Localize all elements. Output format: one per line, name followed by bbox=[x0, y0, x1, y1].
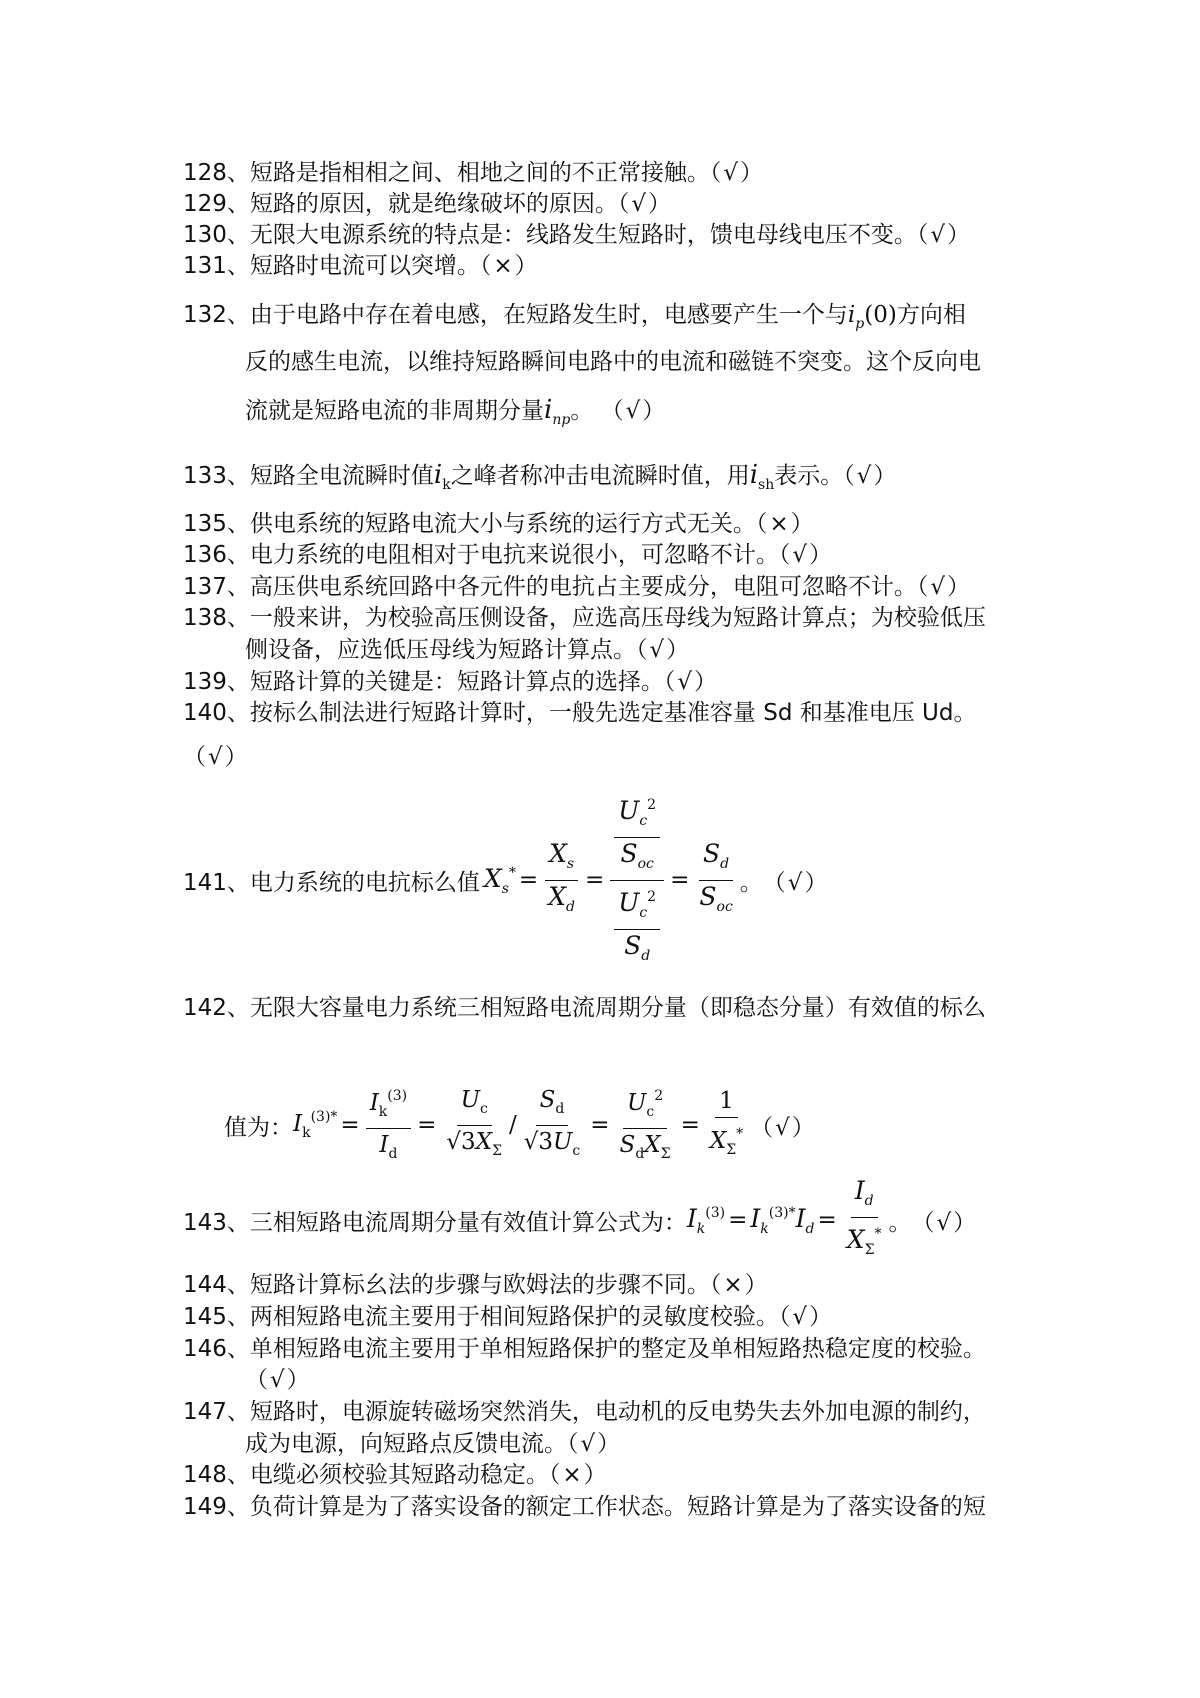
item-148: 148、电缆必须校验其短路动稳定。（×） bbox=[183, 1462, 609, 1488]
answer-mark: （√） bbox=[916, 574, 973, 600]
item-128 bbox=[183, 158, 765, 188]
item-number: 133、 bbox=[183, 463, 250, 489]
item-129 bbox=[183, 189, 673, 219]
item-132-line3: 流就是短路电流的非周期分量$i_{np}$。 （√） bbox=[245, 395, 668, 428]
symbol-inp: $i_{np}$ bbox=[544, 395, 571, 428]
item-146-mark bbox=[245, 1365, 312, 1395]
symbol-ish: $i_{sh}$ bbox=[749, 460, 775, 493]
formula-x-star: $X_s^*$ bbox=[483, 863, 516, 897]
item-144: 144、短路计算标幺法的步骤与欧姆法的步骤不同。（×） bbox=[183, 1272, 770, 1298]
item-147: 147、短路时，电源旋转磁场突然消失，电动机的反电势失去外加电源的制约， bbox=[183, 1399, 986, 1425]
fraction-xs-xd: $\frac{X_s}{X_d}$ bbox=[544, 840, 579, 921]
item-text: 短路的原因，就是绝缘破坏的原因。 bbox=[249, 191, 618, 217]
answer-mark: （√） bbox=[245, 1367, 312, 1393]
item-136: 136、电力系统的电阻相对于电抗来说很小，可忽略不计。（√） bbox=[183, 542, 835, 568]
item-139: 139、短路计算的关键是：短路计算点的选择。（√） bbox=[183, 669, 720, 695]
item-142: 142、无限大容量电力系统三相短路电流周期分量（即稳态分量）有效值的标么 bbox=[183, 995, 986, 1021]
item-number: 128、 bbox=[183, 160, 250, 186]
answer-mark: （×） bbox=[479, 253, 540, 279]
item-text: 无限大电源系统的特点是：线路发生短路时，馈电母线电压不变。 bbox=[249, 222, 917, 248]
symbol-ip: $i_p$ bbox=[847, 302, 865, 332]
item-143: 143、 三相短路电流周期分量有效值计算公式为： $I_k^{(3)}$ = $I_k^{(3)*}I_d$ = $\frac{I_d}{X_\Sigma^*}$ 。 （√） bbox=[183, 1175, 979, 1258]
answer-mark: （√） bbox=[778, 1304, 835, 1330]
symbol-arg: (0) bbox=[864, 302, 897, 328]
item-text: 短路时电流可以突增。 bbox=[249, 253, 480, 279]
item-142-formula: 值为： $I_k^{(3)*}$ = $\frac{I_k^{(3)}}{I_d}$ = $\frac{U_c}{√3X_\Sigma}$ / $\frac{S_d}{√3U_c}$ = $\frac{U_c^2}{S_dX_\Sigma}$ = $\frac{1}{X_\Sigma^*}$ （√） bbox=[224, 1080, 817, 1170]
item-number: 132、 bbox=[183, 302, 250, 328]
item-number: 129、 bbox=[183, 191, 250, 217]
item-149: 149、负荷计算是为了落实设备的额定工作状态。短路计算是为了落实设备的短 bbox=[183, 1494, 986, 1520]
item-140-mark bbox=[183, 742, 250, 772]
answer-mark: （√） bbox=[183, 744, 250, 770]
item-text-cont: 方向相 bbox=[896, 302, 966, 328]
item-text: 由于电路中存在着电感，在短路发生时，电感要产生一个与 bbox=[249, 302, 848, 328]
answer-mark: （√） bbox=[778, 542, 835, 568]
item-137: 137、高压供电系统回路中各元件的电抗占主要成分，电阻可忽略不计。（√） bbox=[183, 574, 973, 600]
item-147-line2: 成为电源，向短路点反馈电流。（√） bbox=[245, 1431, 623, 1457]
item-138-line2: 侧设备，应选低压母线为短路计算点。（√） bbox=[245, 637, 692, 663]
answer-mark: （√） bbox=[567, 1431, 623, 1457]
fraction-uc-ratio: $\frac{\frac{U_c^2}{S_{oc}}}{\frac{U_c^2}{S_d}}$ bbox=[610, 791, 664, 970]
item-133: 133、短路全电流瞬时值$i_k$之峰者称冲击电流瞬时值，用$i_{sh}$表示。（√） bbox=[183, 460, 899, 493]
item-141: 141、 电力系统的电抗标么值 $X_s^*$ = $\frac{X_s}{X_d}$ = $\frac{\frac{U_c^2}{S_{oc}}}{\frac{U_c^2}{S_d}}$ = $\frac{S_d}{S_{oc}}$ 。 （√） bbox=[183, 800, 829, 960]
item-145: 145、两相短路电流主要用于相间短路保护的灵敏度校验。（√） bbox=[183, 1304, 835, 1330]
item-number: 130、 bbox=[183, 222, 250, 248]
item-131 bbox=[183, 251, 540, 281]
item-140: 140、按标么制法进行短路计算时，一般先选定基准容量 Sd 和基准电压 Ud。 bbox=[183, 700, 977, 726]
item-138: 138、一般来讲，为校验高压侧设备，应选高压母线为短路计算点；为校验低压 bbox=[183, 605, 986, 631]
item-130 bbox=[183, 220, 972, 250]
item-135: 135、供电系统的短路电流大小与系统的运行方式无关。（×） bbox=[183, 511, 816, 537]
answer-mark: （√） bbox=[636, 637, 692, 663]
answer-mark: （√） bbox=[663, 669, 720, 695]
answer-mark: （√） bbox=[843, 463, 899, 489]
answer-mark: （√） bbox=[916, 222, 973, 248]
fraction-sd-soc: $\frac{S_d}{S_{oc}}$ bbox=[699, 838, 733, 915]
answer-mark: （√） bbox=[600, 398, 668, 424]
item-text: 短路是指相相之间、相地之间的不正常接触。 bbox=[249, 160, 710, 186]
answer-mark: （×） bbox=[548, 1462, 609, 1488]
answer-mark: （×） bbox=[755, 511, 816, 537]
item-132 bbox=[183, 300, 966, 339]
answer-mark: （√） bbox=[762, 869, 830, 896]
item-number: 131、 bbox=[183, 253, 250, 279]
item-146: 146、单相短路电流主要用于单相短路保护的整定及单相短路热稳定度的校验。 bbox=[183, 1336, 986, 1362]
answer-mark: （√） bbox=[709, 160, 766, 186]
item-132-line2: 反的感生电流，以维持短路瞬间电路中的电流和磁链不突变。这个反向电 bbox=[245, 349, 981, 375]
answer-mark: （√） bbox=[911, 1209, 979, 1236]
answer-mark: （√） bbox=[617, 191, 674, 217]
answer-mark: （×） bbox=[709, 1272, 770, 1298]
item-text: 短路全电流瞬时值 bbox=[249, 463, 434, 489]
symbol-ik: $i_k$ bbox=[433, 460, 451, 493]
answer-mark: （√） bbox=[750, 1114, 817, 1141]
